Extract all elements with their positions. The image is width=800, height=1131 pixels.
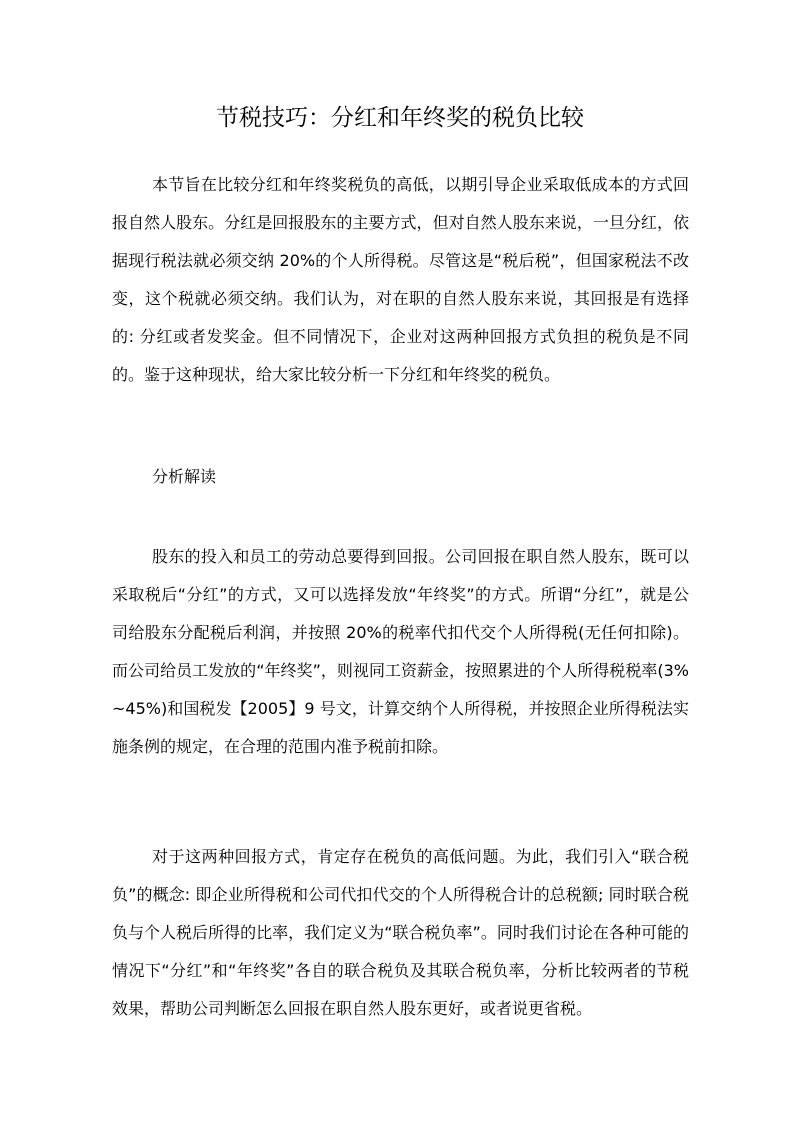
document-title: 节税技巧：分红和年终奖的税负比较 bbox=[216, 105, 584, 131]
section-heading: 分析解读 bbox=[152, 467, 217, 486]
concept-paragraph: 对于这两种回报方式，肯定存在税负的高低问题。为此，我们引入“联合税负”的概念: 即企业所得税和公司代扣代交的个人所得税合计的总税额; 同时联合税负与个人税后所得的比率，我们定义为“联合税负率”。同时我们讨论在各种可能的情况下“分红”和“年终奖”各自的联合税负及其联合税负率，分析比较两者的节税效果，帮助公司判断怎么回报在职自然人股东更好，或者说更省税。 bbox=[112, 847, 689, 1018]
intro-paragraph: 本节旨在比较分红和年终奖税负的高低，以期引导企业采取低成本的方式回报自然人股东。分红是回报股东的主要方式，但对自然人股东来说，一旦分红，依据现行税法就必须交纳 20%的个人所得税。尽管这是“税后税”，但国家税法不改变，这个税就必须交纳。我们认为，对在职的自然人股东来说，其回报是有选择的: 分红或者发奖金。但不同情况下，企业对这两种回报方式负担的税负是不同的。鉴于这种现状，给大家比较分析一下分红和年终奖的税负。 bbox=[112, 175, 689, 384]
analysis-paragraph: 股东的投入和员工的劳动总要得到回报。公司回报在职自然人股东，既可以采取税后“分红”的方式，又可以选择发放“年终奖”的方式。所谓“分红”，就是公司给股东分配税后利润，并按照 20%的税率代扣代交个人所得税(无任何扣除)。而公司给员工发放的“年终奖”，则视同工资薪金，按照累进的个人所得税税率(3%~45%)和国税发【2005】9 号文，计算交纳个人所得税，并按照企业所得税法实施条例的规定，在合理的范围内准予税前扣除。 bbox=[112, 547, 689, 756]
